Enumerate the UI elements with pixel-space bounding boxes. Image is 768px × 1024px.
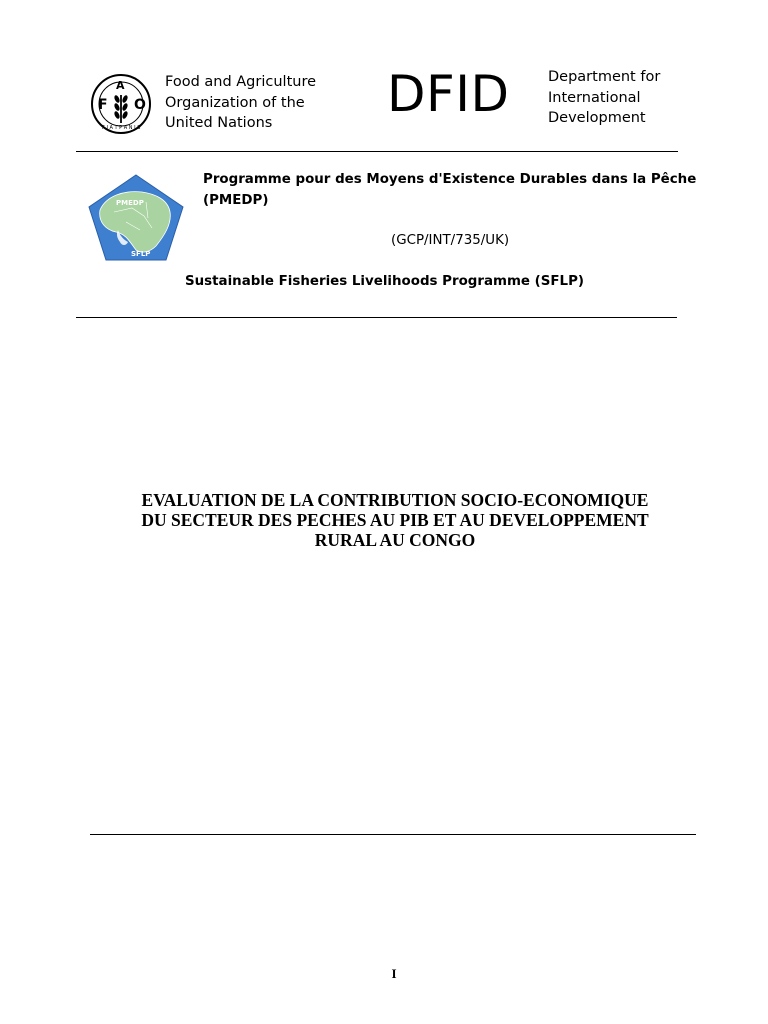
fao-letter-f: F <box>98 97 108 113</box>
fao-name-line: Organization of the <box>165 94 305 111</box>
document-title-line: RURAL AU CONGO <box>314 530 476 550</box>
programme-french-title-line: Programme pour des Moyens d'Existence Durables dans la Pêche <box>203 172 697 187</box>
programme-english-title: Sustainable Fisheries Livelihoods Programme (SFLP) <box>185 274 585 289</box>
document-title-line: DU SECTEUR DES PECHES AU PIB ET AU DEVELOPPEMENT <box>141 510 649 530</box>
dfid-name-line: Development <box>548 110 646 126</box>
page-number: I <box>391 966 397 981</box>
svg-text:F I A T P A N I S: F I A T P A N I S <box>102 125 141 131</box>
dfid-acronym: DFID <box>387 65 510 123</box>
pmedp-sflp-pentagon-map-icon <box>86 172 186 262</box>
svg-text:A: A <box>116 79 125 92</box>
document-title <box>100 490 690 550</box>
fao-name-line: United Nations <box>165 115 273 131</box>
programme-french-title <box>203 170 697 211</box>
footer-divider <box>90 834 696 835</box>
sflp-logo-label: SFLP <box>131 250 151 258</box>
svg-text:O: O <box>134 97 146 113</box>
dfid-name-line: Department for <box>548 69 661 85</box>
pmedp-logo-label: PMEDP <box>116 199 144 207</box>
fao-emblem-icon <box>90 73 152 135</box>
programme-code: (GCP/INT/735/UK) <box>391 233 510 248</box>
header-divider <box>76 151 678 152</box>
fao-name <box>165 72 316 134</box>
fao-name-line: Food and Agriculture <box>165 74 317 90</box>
programme-divider <box>76 317 677 318</box>
dfid-name <box>548 67 660 129</box>
dfid-name-line: International <box>548 89 641 106</box>
programme-french-title-line: (PMEDP) <box>203 192 269 208</box>
document-title-line: EVALUATION DE LA CONTRIBUTION SOCIO-ECONOMIQUE <box>141 490 649 510</box>
